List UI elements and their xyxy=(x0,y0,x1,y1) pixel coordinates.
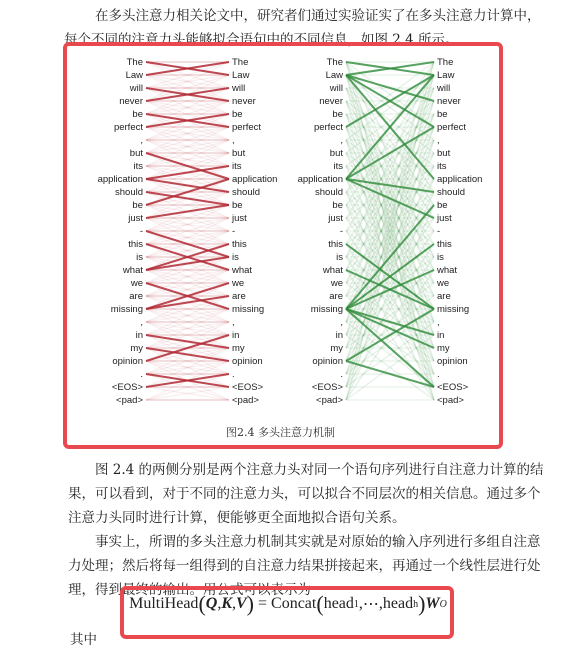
token-label: be xyxy=(132,200,143,211)
token-label: just xyxy=(232,213,247,224)
token-label: - xyxy=(339,226,343,237)
token-label: should xyxy=(437,187,465,198)
token-label: are xyxy=(437,291,451,302)
formula-weight: W xyxy=(425,595,440,612)
token-label: - xyxy=(139,226,143,237)
token-label: should xyxy=(232,187,260,198)
token-label: but xyxy=(232,148,246,159)
token-label: its xyxy=(133,161,143,172)
token-label: its xyxy=(437,161,447,172)
token-label: , xyxy=(437,317,440,328)
token-label: opinion xyxy=(112,356,143,367)
formula-head-last: head xyxy=(382,595,414,612)
token-label: <EOS> xyxy=(232,382,264,393)
token-label: application xyxy=(437,174,483,185)
token-label: just xyxy=(437,213,452,224)
token-label: , xyxy=(232,317,235,328)
token-label: , xyxy=(340,135,343,146)
token-label: The xyxy=(326,57,343,68)
token-label: . xyxy=(140,369,143,380)
token-label: should xyxy=(115,187,143,198)
formula-arg-k: K xyxy=(221,595,232,612)
formula-arg-v: V xyxy=(236,595,247,612)
token-label: Law xyxy=(325,70,343,81)
token-label: will xyxy=(329,83,343,94)
token-label: - xyxy=(437,226,441,237)
token-label: we xyxy=(437,278,450,289)
token-label: will xyxy=(129,83,143,94)
token-label: , xyxy=(437,135,440,146)
formula-arg-q: Q xyxy=(205,595,218,612)
token-label: - xyxy=(232,226,236,237)
token-label: we xyxy=(330,278,343,289)
token-label: my xyxy=(330,343,343,354)
token-label: application xyxy=(232,174,278,185)
formula-head-first-sub: 1 xyxy=(353,598,359,610)
token-label: are xyxy=(232,291,246,302)
token-label: The xyxy=(232,57,249,68)
token-label: Law xyxy=(437,70,455,81)
token-label: Law xyxy=(125,70,143,81)
attention-figure xyxy=(80,55,490,420)
token-label: missing xyxy=(232,304,265,315)
token-label: , xyxy=(232,135,235,146)
token-label: <EOS> xyxy=(311,382,343,393)
token-label: . xyxy=(437,369,440,380)
token-label: will xyxy=(232,83,246,94)
token-label: this xyxy=(128,239,143,250)
token-label: are xyxy=(129,291,143,302)
token-label: what xyxy=(322,265,343,276)
token-label: should xyxy=(315,187,343,198)
token-label: is xyxy=(437,252,444,263)
formula-head-last-sub: h xyxy=(413,598,419,610)
figure-caption: 图2.4 多头注意力机制 xyxy=(226,426,335,439)
token-label: my xyxy=(232,343,245,354)
token-label: my xyxy=(437,343,450,354)
token-label: just xyxy=(328,213,343,224)
token-label: The xyxy=(126,57,143,68)
token-label: but xyxy=(437,148,451,159)
formula-lhs-fn: MultiHead xyxy=(129,595,199,612)
paragraph-line: 理，得到最终的输出。用公式可以表示为 xyxy=(68,582,311,598)
token-label: this xyxy=(328,239,343,250)
token-label: in xyxy=(135,330,143,341)
token-label: opinion xyxy=(437,356,468,367)
token-label: will xyxy=(437,83,451,94)
token-label: <pad> xyxy=(116,395,143,406)
token-label: never xyxy=(232,96,256,107)
token-label: <pad> xyxy=(437,395,464,406)
token-label: . xyxy=(232,369,235,380)
token-label: be xyxy=(232,109,243,120)
token-label: Law xyxy=(232,70,250,81)
token-label: is xyxy=(232,252,239,263)
token-label: missing xyxy=(110,304,143,315)
token-label: <pad> xyxy=(316,395,343,406)
token-label: <pad> xyxy=(232,395,259,406)
paragraph-closing xyxy=(70,628,540,652)
token-label: <EOS> xyxy=(437,382,469,393)
paragraph-line: 力处理；然后将每一组得到的自注意力结果拼接起来，再通过一个线性层进行处 xyxy=(68,558,541,574)
token-label: we xyxy=(232,278,245,289)
token-label: opinion xyxy=(232,356,263,367)
token-label: , xyxy=(140,317,143,328)
token-label: be xyxy=(232,200,243,211)
token-label: my xyxy=(130,343,143,354)
token-label: application xyxy=(297,174,343,185)
token-label: but xyxy=(129,148,143,159)
token-label: be xyxy=(132,109,143,120)
token-label: be xyxy=(332,109,343,120)
token-label: just xyxy=(128,213,143,224)
formula-head-first: head xyxy=(323,595,354,612)
token-label: its xyxy=(232,161,242,172)
token-label: <EOS> xyxy=(111,382,143,393)
token-label: is xyxy=(136,252,143,263)
token-label: is xyxy=(336,252,343,263)
paragraph-explain xyxy=(68,458,544,530)
paragraph-line: 每个不同的注意力头能够拟合语句中的不同信息，如图 2.4 所示。 xyxy=(64,32,459,48)
token-label: . xyxy=(340,369,343,380)
token-label: what xyxy=(122,265,143,276)
token-label: opinion xyxy=(312,356,343,367)
token-label: what xyxy=(232,265,253,276)
paragraph-line: 果，可以看到，对于不同的注意力头，可以拟合不同层次的相关信息。通过多个 xyxy=(68,486,541,502)
formula-weight-sup: O xyxy=(439,598,447,610)
token-label: this xyxy=(437,239,452,250)
token-label: its xyxy=(333,161,343,172)
token-label: be xyxy=(437,200,448,211)
token-label: perfect xyxy=(437,122,467,133)
token-label: in xyxy=(335,330,343,341)
formula-ellipsis: ⋯ xyxy=(362,596,379,613)
token-label: application xyxy=(97,174,143,185)
token-label: perfect xyxy=(313,122,343,133)
token-label: what xyxy=(437,265,458,276)
token-label: never xyxy=(319,96,343,107)
token-label: we xyxy=(130,278,143,289)
token-label: perfect xyxy=(113,122,143,133)
token-label: , xyxy=(340,317,343,328)
token-label: perfect xyxy=(232,122,262,133)
token-label: be xyxy=(332,200,343,211)
paragraph-line: 图 2.4 的两侧分别是两个注意力头对同一个语句序列进行自注意力计算的结 xyxy=(95,462,544,478)
token-label: The xyxy=(437,57,454,68)
paragraph-line: 事实上，所谓的多头注意力机制其实就是对原始的输入序列进行多组自注意 xyxy=(95,534,541,550)
token-label: never xyxy=(437,96,461,107)
paragraph-line: 其中 xyxy=(70,632,97,648)
paragraph-line: 在多头注意力相关论文中，研究者们通过实验证实了在多头注意力计算中， xyxy=(95,8,541,24)
token-label: this xyxy=(232,239,247,250)
multihead-formula: MultiHead ( Q , K , V ) = Concat ( head 1 , ⋯ , head h ) W O xyxy=(129,591,447,616)
token-label: but xyxy=(329,148,343,159)
paragraph-line: 注意力头同时进行计算，便能够更全面地拟合语句关系。 xyxy=(68,510,406,526)
formula-rhs-fn: Concat xyxy=(271,595,317,612)
token-label: , xyxy=(140,135,143,146)
token-label: missing xyxy=(437,304,470,315)
token-label: in xyxy=(437,330,445,341)
token-label: in xyxy=(232,330,240,341)
token-label: be xyxy=(437,109,448,120)
token-label: are xyxy=(329,291,343,302)
token-label: never xyxy=(119,96,143,107)
token-label: missing xyxy=(310,304,343,315)
